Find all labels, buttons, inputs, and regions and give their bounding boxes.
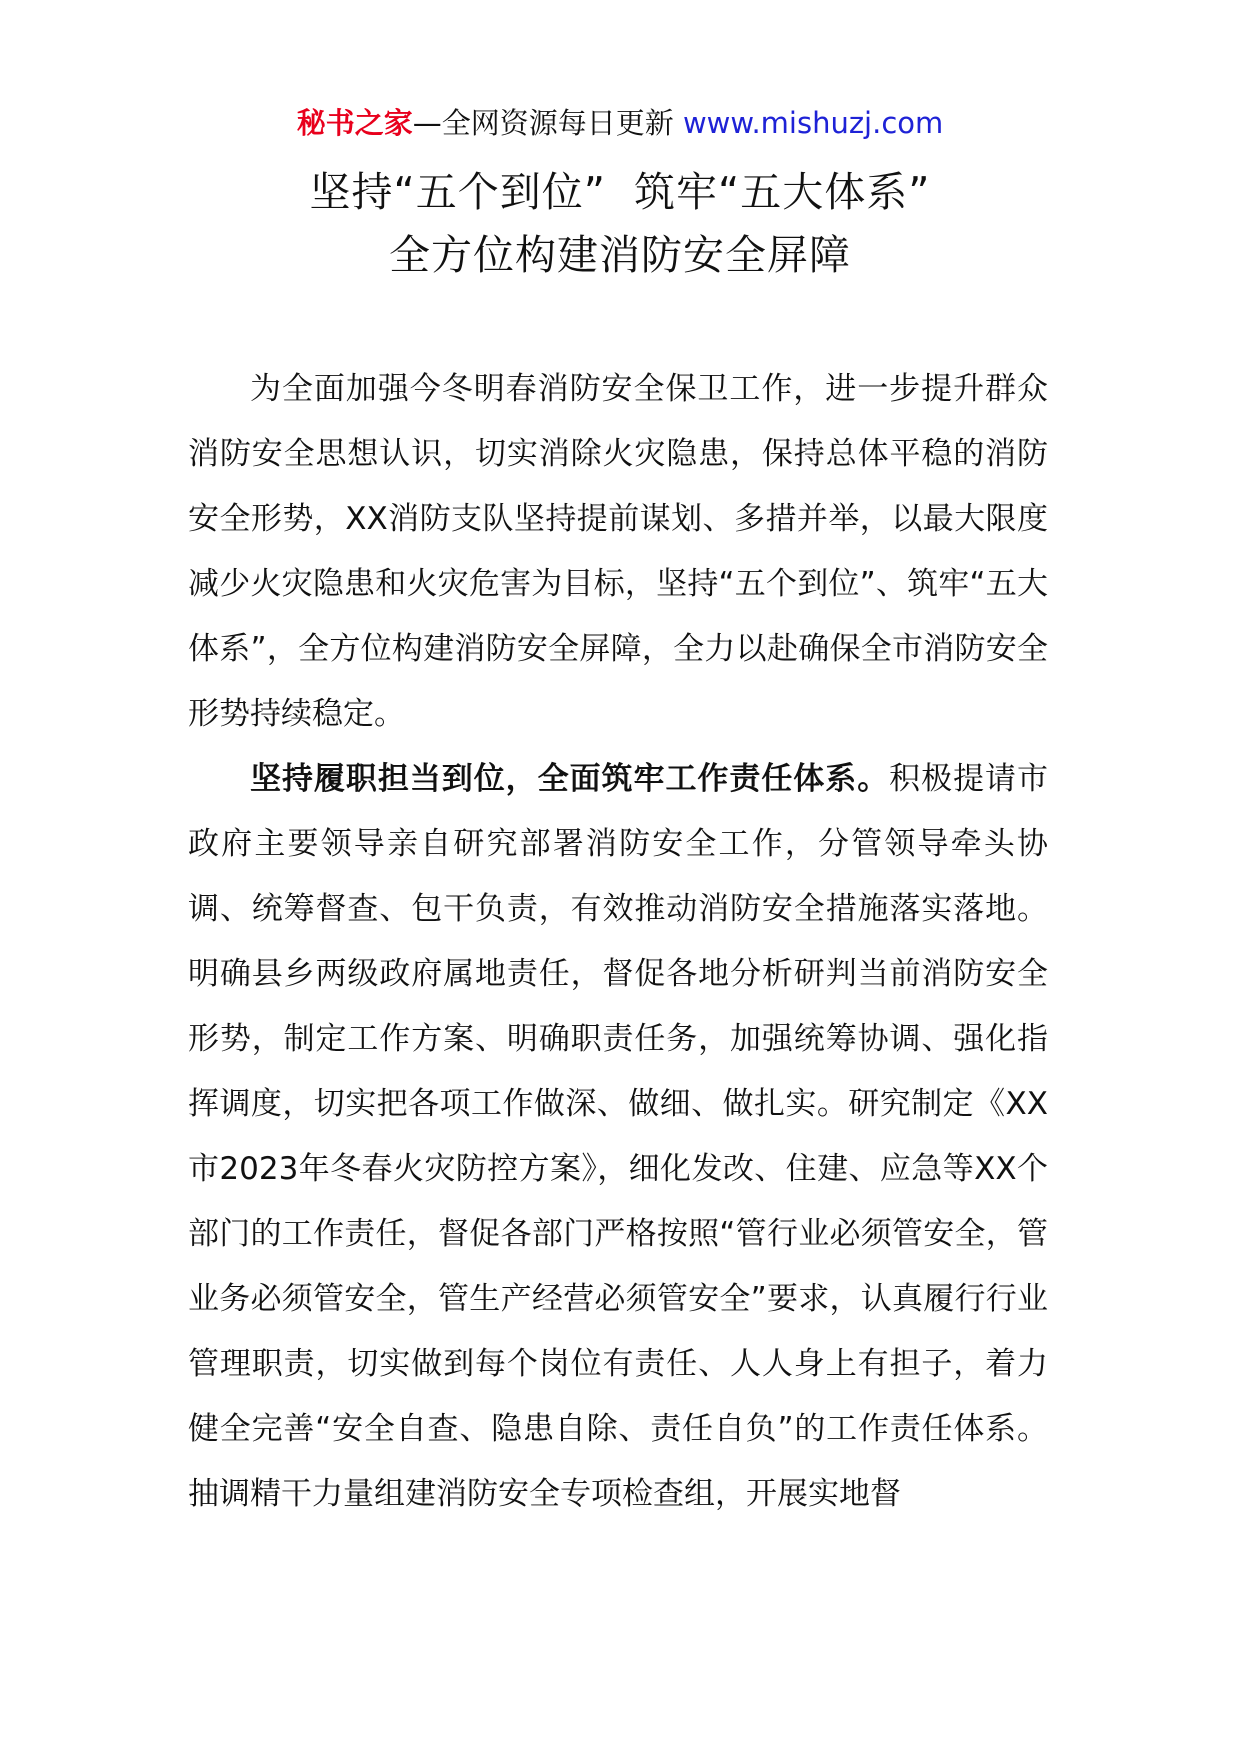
- paragraph-intro: [188, 357, 1048, 747]
- document-title-line-1: 坚持“五个到位” 筑牢“五大体系”: [309, 168, 931, 216]
- paragraph-responsibility: [188, 747, 1048, 1527]
- site-url-link[interactable]: www.mishuzj.com: [682, 106, 944, 140]
- site-header: [0, 103, 1240, 143]
- paragraph-text: 积极提请市政府主要领导亲自研究部署消防安全工作，分管领导牵头协调、统筹督查、包干负责，有效推动消防安全措施落实落地。明确县乡两级政府属地责任，督促各地分析研判当前消防安全形势，制定工作方案、明确职责任务，加强统筹协调、强化指挥调度，切实把各项工作做深、做细、做扎实。研究制定《XX市2023年冬春火灾防控方案》，细化发改、住建、应急等XX个部门的工作责任，督促各部门严格按照“管行业必须管安全，管业务必须管安全，管生产经营必须管安全”要求，认真履行行业管理职责，切实做到每个岗位有责任、人人身上有担子，着力健全完善“安全自查、隐患自除、责任自负”的工作责任体系。抽调精干力量组建消防安全专项检查组，开展实地督: [188, 761, 1049, 1512]
- document-body: [188, 357, 1048, 1527]
- brand-name: 秘书之家: [296, 106, 413, 140]
- document-title-line-2: 全方位构建消防安全屏障: [389, 231, 851, 279]
- paragraph-text: 为全面加强今冬明春消防安全保卫工作，进一步提升群众消防安全思想认识，切实消除火灾隐患，保持总体平稳的消防安全形势，XX消防支队坚持提前谋划、多措并举，以最大限度减少火灾隐患和火灾危害为目标，坚持“五个到位”、筑牢“五大体系”，全方位构建消防安全屏障，全力以赴确保全市消防安全形势持续稳定。: [188, 371, 1048, 732]
- header-slogan: —全网资源每日更新: [412, 106, 674, 140]
- paragraph-lead: 坚持履职担当到位，全面筑牢工作责任体系。: [250, 761, 890, 797]
